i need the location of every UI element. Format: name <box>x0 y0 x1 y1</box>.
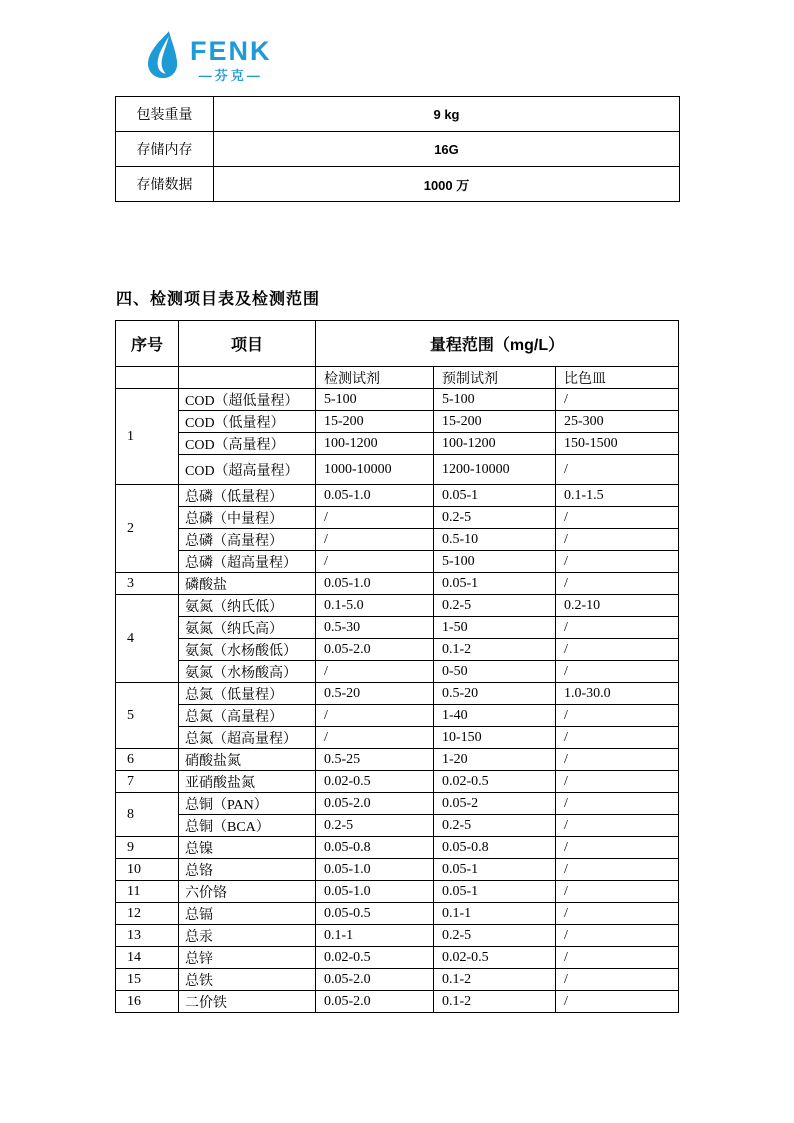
range-value: 0.05-2.0 <box>316 969 434 991</box>
table-row <box>116 969 679 991</box>
table-row <box>116 661 679 683</box>
row-index: 10 <box>116 859 179 881</box>
range-value: / <box>316 507 434 529</box>
range-value: 0.5-25 <box>316 749 434 771</box>
range-value: / <box>556 859 679 881</box>
item-name: 氨氮（水杨酸低） <box>179 639 316 661</box>
range-value: / <box>556 969 679 991</box>
range-value: / <box>556 507 679 529</box>
item-name: 总磷（低量程） <box>179 485 316 507</box>
item-name: 总铜（PAN） <box>179 793 316 815</box>
range-value: 5-100 <box>434 389 556 411</box>
header-index: 序号 <box>116 321 179 367</box>
range-value: 0.05-1.0 <box>316 881 434 903</box>
range-value: / <box>556 793 679 815</box>
table-row <box>116 793 679 815</box>
range-value: / <box>316 551 434 573</box>
range-value: 0.05-1 <box>434 485 556 507</box>
range-value: 25-300 <box>556 411 679 433</box>
range-value: 100-1200 <box>316 433 434 455</box>
item-name: 亚硝酸盐氮 <box>179 771 316 793</box>
table-header-row <box>116 321 679 367</box>
range-value: 0.5-20 <box>316 683 434 705</box>
item-name: COD（低量程） <box>179 411 316 433</box>
range-value: 1.0-30.0 <box>556 683 679 705</box>
row-index: 12 <box>116 903 179 925</box>
row-index: 16 <box>116 991 179 1013</box>
spec-value: 9 kg <box>214 97 680 132</box>
table-row <box>116 167 680 202</box>
range-value: / <box>556 551 679 573</box>
table-row <box>116 859 679 881</box>
table-row <box>116 727 679 749</box>
range-value: 0.1-1 <box>316 925 434 947</box>
item-name: 总铜（BCA） <box>179 815 316 837</box>
range-value: 0.05-0.5 <box>316 903 434 925</box>
range-value: 10-150 <box>434 727 556 749</box>
spec-label: 存储内存 <box>116 132 214 167</box>
range-value: 0.05-2 <box>434 793 556 815</box>
row-index: 4 <box>116 595 179 683</box>
subheader-premade: 预制试剂 <box>434 367 556 389</box>
row-index: 8 <box>116 793 179 837</box>
spec-value: 1000 万 <box>214 167 680 202</box>
brand-subtitle: —芬克— <box>198 68 263 83</box>
range-value: 5-100 <box>434 551 556 573</box>
detection-table <box>115 320 679 1013</box>
range-value: / <box>556 617 679 639</box>
range-value: 0.02-0.5 <box>316 771 434 793</box>
row-index: 14 <box>116 947 179 969</box>
range-value: 1000-10000 <box>316 455 434 485</box>
range-value: 0.02-0.5 <box>316 947 434 969</box>
subheader-cuvette: 比色皿 <box>556 367 679 389</box>
water-drop-icon <box>140 30 184 80</box>
brand-text <box>190 30 272 82</box>
range-value: 0.1-5.0 <box>316 595 434 617</box>
item-name: 总铁 <box>179 969 316 991</box>
header-range: 量程范围（mg/L） <box>316 321 679 367</box>
table-row <box>116 529 679 551</box>
range-value: 0.1-2 <box>434 991 556 1013</box>
row-index: 6 <box>116 749 179 771</box>
range-value: 0.02-0.5 <box>434 947 556 969</box>
range-value: / <box>316 529 434 551</box>
range-value: / <box>556 903 679 925</box>
range-value: / <box>556 837 679 859</box>
range-value: 1-50 <box>434 617 556 639</box>
table-row <box>116 749 679 771</box>
item-name: 总锌 <box>179 947 316 969</box>
range-value: 0.5-20 <box>434 683 556 705</box>
subheader-empty <box>179 367 316 389</box>
range-value: / <box>556 705 679 727</box>
item-name: 二价铁 <box>179 991 316 1013</box>
row-index: 5 <box>116 683 179 749</box>
range-value: / <box>556 947 679 969</box>
range-value: 1-40 <box>434 705 556 727</box>
row-index: 11 <box>116 881 179 903</box>
item-name: 硝酸盐氮 <box>179 749 316 771</box>
range-value: / <box>556 881 679 903</box>
range-value: / <box>556 991 679 1013</box>
range-value: 0.2-10 <box>556 595 679 617</box>
table-row <box>116 97 680 132</box>
table-row <box>116 815 679 837</box>
table-row <box>116 683 679 705</box>
range-value: 0.05-1 <box>434 859 556 881</box>
table-row <box>116 389 679 411</box>
item-name: 总磷（高量程） <box>179 529 316 551</box>
row-index: 15 <box>116 969 179 991</box>
table-row <box>116 771 679 793</box>
item-name: 六价铬 <box>179 881 316 903</box>
range-value: / <box>556 389 679 411</box>
specs-table <box>115 96 680 202</box>
table-row <box>116 433 679 455</box>
range-value: 0.05-0.8 <box>434 837 556 859</box>
range-value: 0.5-10 <box>434 529 556 551</box>
range-value: 0.2-5 <box>434 815 556 837</box>
item-name: 总汞 <box>179 925 316 947</box>
range-value: 0.05-1.0 <box>316 859 434 881</box>
table-row <box>116 551 679 573</box>
range-value: / <box>556 529 679 551</box>
item-name: 总磷（超高量程） <box>179 551 316 573</box>
table-row <box>116 881 679 903</box>
range-value: / <box>556 639 679 661</box>
range-value: 150-1500 <box>556 433 679 455</box>
range-value: 15-200 <box>316 411 434 433</box>
row-index: 3 <box>116 573 179 595</box>
range-value: 0-50 <box>434 661 556 683</box>
range-value: / <box>316 705 434 727</box>
range-value: 0.05-2.0 <box>316 639 434 661</box>
table-row <box>116 485 679 507</box>
item-name: 总氮（超高量程） <box>179 727 316 749</box>
item-name: 磷酸盐 <box>179 573 316 595</box>
item-name: 总磷（中量程） <box>179 507 316 529</box>
item-name: COD（超低量程） <box>179 389 316 411</box>
range-value: 0.1-1 <box>434 903 556 925</box>
item-name: COD（超高量程） <box>179 455 316 485</box>
table-row <box>116 705 679 727</box>
range-value: 0.1-2 <box>434 639 556 661</box>
range-value: 0.05-2.0 <box>316 991 434 1013</box>
range-value: / <box>316 661 434 683</box>
range-value: 0.02-0.5 <box>434 771 556 793</box>
range-value: 0.05-2.0 <box>316 793 434 815</box>
range-value: 0.1-2 <box>434 969 556 991</box>
range-value: 0.05-1.0 <box>316 573 434 595</box>
range-value: 0.2-5 <box>434 507 556 529</box>
range-value: / <box>556 771 679 793</box>
detection-table-body <box>116 389 679 1013</box>
table-row <box>116 837 679 859</box>
item-name: COD（高量程） <box>179 433 316 455</box>
brand-name: FENK <box>190 36 272 66</box>
range-value: 0.1-1.5 <box>556 485 679 507</box>
table-row <box>116 507 679 529</box>
range-value: / <box>556 815 679 837</box>
table-row <box>116 132 680 167</box>
range-value: 0.2-5 <box>316 815 434 837</box>
row-index: 13 <box>116 925 179 947</box>
range-value: / <box>556 661 679 683</box>
row-index: 1 <box>116 389 179 485</box>
item-name: 总氮（低量程） <box>179 683 316 705</box>
row-index: 2 <box>116 485 179 573</box>
table-subheader-row <box>116 367 679 389</box>
table-row <box>116 925 679 947</box>
range-value: 0.05-1 <box>434 881 556 903</box>
item-name: 总镍 <box>179 837 316 859</box>
range-value: 0.5-30 <box>316 617 434 639</box>
range-value: / <box>556 749 679 771</box>
item-name: 总氮（高量程） <box>179 705 316 727</box>
range-value: / <box>316 727 434 749</box>
range-value: 0.05-1.0 <box>316 485 434 507</box>
table-row <box>116 573 679 595</box>
table-row <box>116 991 679 1013</box>
range-value: / <box>556 727 679 749</box>
table-row <box>116 595 679 617</box>
range-value: 0.05-1 <box>434 573 556 595</box>
range-value: 1-20 <box>434 749 556 771</box>
table-row <box>116 411 679 433</box>
range-value: 15-200 <box>434 411 556 433</box>
range-value: / <box>556 455 679 485</box>
range-value: / <box>556 925 679 947</box>
row-index: 7 <box>116 771 179 793</box>
range-value: 100-1200 <box>434 433 556 455</box>
range-value: 0.05-0.8 <box>316 837 434 859</box>
range-value: / <box>556 573 679 595</box>
row-index: 9 <box>116 837 179 859</box>
table-row <box>116 903 679 925</box>
section-heading: 四、检测项目表及检测范围 <box>116 291 321 308</box>
item-name: 氨氮（纳氏低） <box>179 595 316 617</box>
table-row <box>116 455 679 485</box>
item-name: 总镉 <box>179 903 316 925</box>
spec-label: 包装重量 <box>116 97 214 132</box>
item-name: 氨氮（水杨酸高） <box>179 661 316 683</box>
range-value: 1200-10000 <box>434 455 556 485</box>
spec-label: 存储数据 <box>116 167 214 202</box>
brand-logo <box>140 30 272 82</box>
spec-value: 16G <box>214 132 680 167</box>
item-name: 氨氮（纳氏高） <box>179 617 316 639</box>
table-row <box>116 947 679 969</box>
subheader-empty <box>116 367 179 389</box>
range-value: 0.2-5 <box>434 595 556 617</box>
table-row <box>116 617 679 639</box>
subheader-reagent: 检测试剂 <box>316 367 434 389</box>
item-name: 总铬 <box>179 859 316 881</box>
table-row <box>116 639 679 661</box>
range-value: 0.2-5 <box>434 925 556 947</box>
range-value: 5-100 <box>316 389 434 411</box>
header-item: 项目 <box>179 321 316 367</box>
